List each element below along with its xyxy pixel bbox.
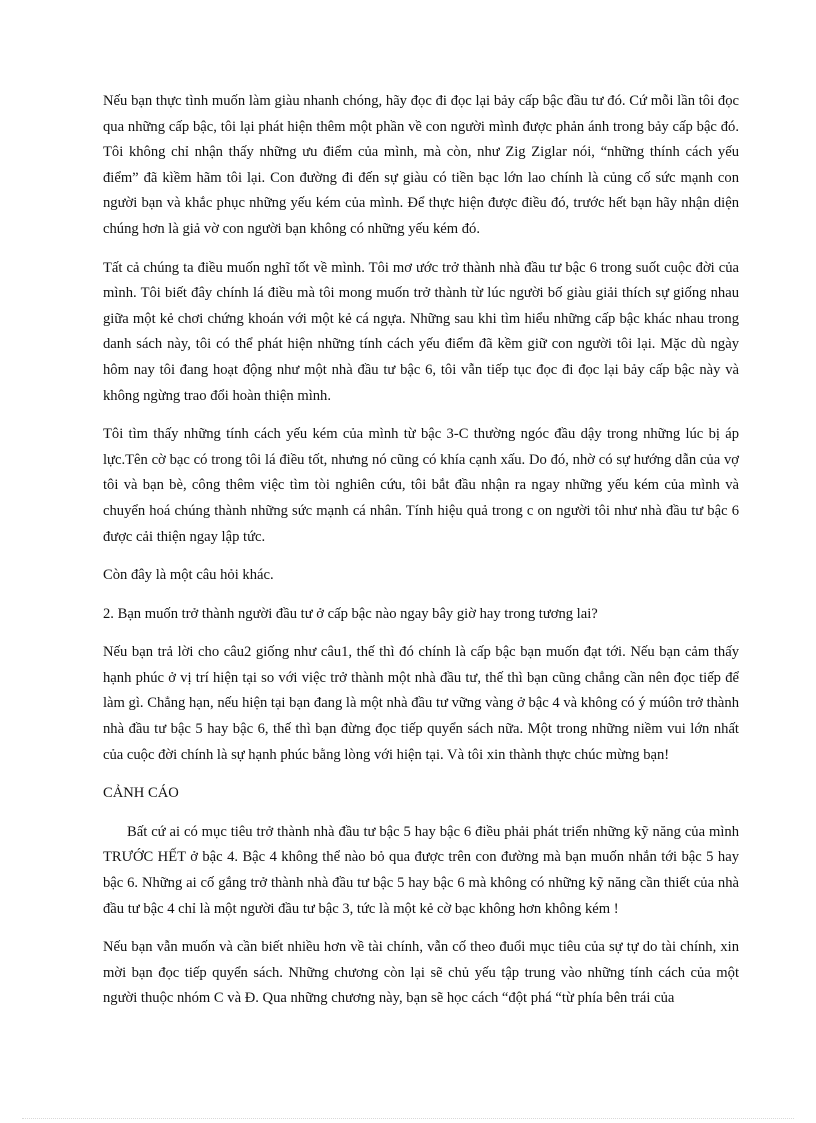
paragraph-continue: Nếu bạn vẫn muốn và cần biết nhiều hơn về tài chính, vẫn cố theo đuổi mục tiêu của sự tự do tài chính, xin mời bạn đọc tiếp quyển sách. Những chương còn lại sẽ chủ yếu tập trung vào những tính cách của một người thuộc nhóm C và Đ. Qua những chương này, bạn sẽ học cách “đột phá “từ phía bên trái của (103, 939, 739, 1007)
paragraph-warning: Bất cứ ai có mục tiêu trở thành nhà đầu tư bậc 5 hay bậc 6 điều phải phát triển những kỹ năng của mình TRƯỚC HẾT ở bậc 4. Bậc 4 không thể nào bỏ qua được trên con đường mà bạn muốn nhắn tới bậc 5 hay bậc 6. Những ai cố gắng trở thành nhà đầu tư bậc 5 hay bậc 6 mà không có những kỹ năng cần thiết của nhà đầu tư bậc 4 chỉ là một người đầu tư bậc 3, tức là một kẻ cờ bạc không hơn không kém ! (103, 823, 739, 917)
paragraph-answer: Nếu bạn trả lời cho câu2 giống như câu1, thế thì đó chính là cấp bậc bạn muốn đạt tới. Nếu bạn cảm thấy hạnh phúc ở vị trí hiện tại so với việc trở thành một nhà đầu tư, thế thì bạn cũng chẳng cần nên đọc tiếp để làm gì. Chẳng hạn, nếu hiện tại bạn đang là một nhà đầu tư vững vàng ở bậc 4 và không có ý múôn trở thành nhà đầu tư bậc 5 hay bậc 6, thế thì bạn đừng đọc tiếp quyển sách nữa. Một trong những niềm vui lớn nhất của cuộc đời chính là sự hạnh phúc bằng lòng với hiện tại. Và tôi xin thành thực chúc mừng bạn! (103, 644, 739, 763)
paragraph-get-rich: Nếu bạn thực tình muốn làm giàu nhanh chóng, hãy đọc đi đọc lại bảy cấp bậc đầu tư đó. Cứ mỗi lần tôi đọc qua những cấp bậc, tôi lại phát hiện thêm một phần về con người mình được phản ánh trong bảy cấp bậc đó. Tôi không chỉ nhận thấy những ưu điểm của mình, mà còn, như Zig Ziglar nói, “những thính cách yếu điểm” đã kìềm hãm tôi lại. Con đường đi đến sự giàu có tiền bạc lớn lao chính là củng cố sức mạnh con người bạn và khắc phục những yếu kém của mình. Để thực hiện được điều đó, trước hết bạn hãy nhận diện chúng hơn là giả vờ con người bạn không có những yếu kém đó. (103, 93, 739, 237)
paragraph-think-well: Tất cả chúng ta điều muốn nghĩ tốt về mình. Tôi mơ ước trở thành nhà đầu tư bậc 6 trong suốt cuộc đời của mình. Tôi biết đây chính lá điều mà tôi mong muốn trở thành từ lúc người bố giàu giải thích sự giống nhau giữa một kẻ chơi chứng khoán với một kẻ cá ngựa. Những sau khi tìm hiểu những cấp bậc khác nhau trong danh sách này, tôi có thể phát hiện những tính cách yếu điểm đã kềm giữ con người tôi lại. Mặc dù ngày hôm nay tôi đang hoạt động như một nhà đầu tư bậc 6, tôi vẫn tiếp tục đọc đi đọc lại bảy cấp bậc này và không ngừng trao đổi hoàn thiện mình. (103, 259, 739, 404)
warning-heading: CẢNH CÁO (103, 785, 179, 802)
question-2: 2. Bạn muốn trở thành người đầu tư ở cấp bậc nào ngay bây giờ hay trong tương lai? (103, 605, 598, 622)
document-body (103, 89, 739, 1025)
paragraph-another-question: Còn đây là một câu hỏi khác. (103, 567, 274, 584)
page-bottom-divider (22, 1118, 794, 1119)
paragraph-weaknesses: Tôi tìm thấy những tính cách yếu kém của mình từ bậc 3-C thường ngóc đầu dậy trong những lúc bị áp lực.Tên cờ bạc có trong tôi lá điều tốt, nhưng nó cũng có khía cạnh xấu. Do đó, nhờ có sự hướng dẫn của vợ tôi và bạn bè, công thêm việc tìm tòi nghiên cứu, tôi bắt đầu nhận ra ngay những yếu kém của mình và chuyển hoá chúng thành những sức mạnh cá nhân. Tính hiệu quả trong c on người tôi như nhà đầu tư bậc 6 được cải thiện ngay lập tức. (103, 426, 739, 545)
